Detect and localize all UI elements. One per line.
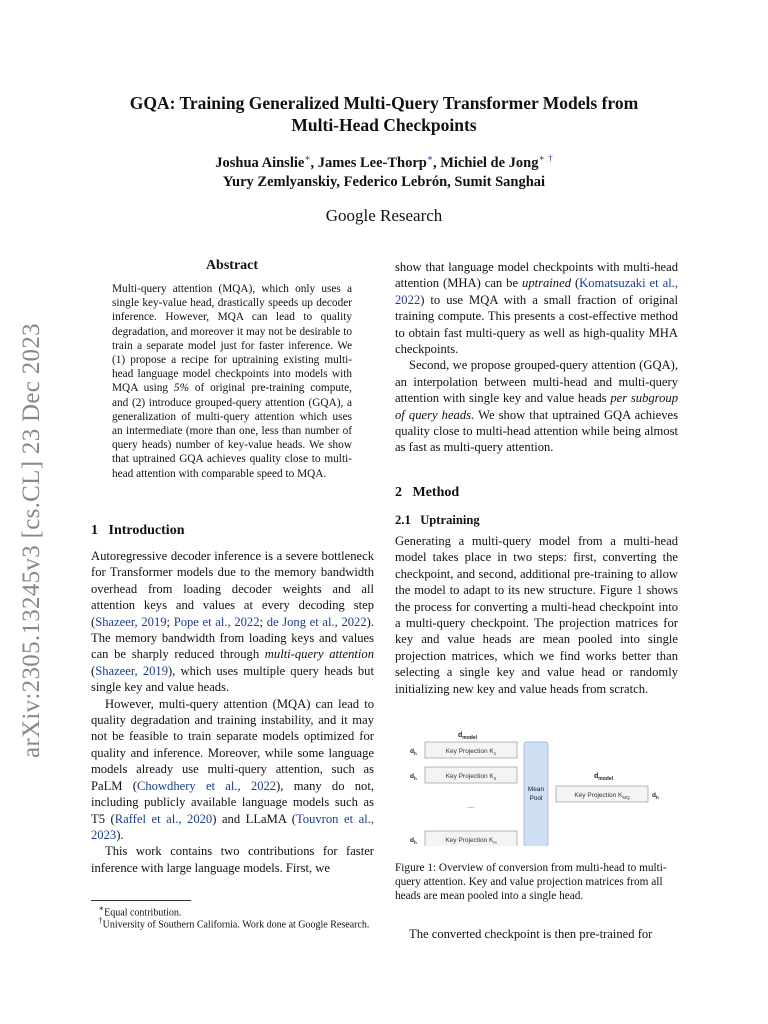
key-projection-k1 [410, 742, 517, 758]
text-run: ), many do not, including publicly available language models such as T5 ( [91, 778, 375, 826]
text-run: ). [116, 827, 124, 842]
section-number: 2 [395, 485, 402, 500]
mean-pool-block [524, 742, 548, 846]
usc-mark[interactable]: † [548, 153, 553, 163]
abstract-part: of original pre-training compute, and (2) introduce grouped-query attention (GQA), a generalization of multi-query attention which uses an intermediate (more than one, less than number of query heads) number of key-value heads. We show that uptrained GQA achieves quality close to multi-head attention with comparable speed to MQA. [112, 382, 352, 480]
equal-contrib-mark[interactable]: ∗ [304, 153, 311, 163]
intro-paragraph-3: This work contains two contributions for faster inference with large language models. First, we [91, 844, 374, 875]
abstract-part: Multi-query attention (MQA), which only uses a single key-value head, drastically speeds up decoder inference. However, MQA can lead to quality degradation, and moreover it may not be desirable to train a separate model just for faster inference. We (1) propose a recipe for uptraining existing multi-head language model checkpoints into models with MQA using [112, 283, 352, 395]
citation-link[interactable]: Touvron et al., 2023 [91, 811, 374, 842]
uptraining-heading [395, 512, 678, 528]
text-run: ). The memory bandwidth from loading keys and values can be sharply reduced through [91, 614, 374, 662]
author-sanghai: Sumit Sanghai [454, 173, 546, 190]
contrib-paragraph-2 [395, 357, 678, 455]
emphasis: multi-query attention [264, 647, 374, 662]
footnote-text: University of Southern California. Work done at Google Research. [102, 919, 370, 931]
method-heading [395, 485, 678, 501]
author-line-1: Joshua Ainslie∗, James Lee-Thorp∗, Michiel de Jong∗ † [215, 153, 553, 171]
author-de-jong: Michiel de Jong [440, 154, 539, 171]
svg-text:Key Projection K2: Key Projection $K_2$ [445, 773, 497, 781]
ellipsis: .... [467, 803, 475, 810]
author-ainslie: Joshua Ainslie [215, 154, 305, 171]
pretrain-paragraph: The converted checkpoint is then pre-trained for [409, 927, 653, 941]
key-projection-kmq [556, 786, 659, 802]
d-model-label-right: $d_{model}$ [594, 773, 614, 782]
right-column-top [395, 259, 678, 456]
subsection-title: Uptraining [420, 513, 480, 527]
text-run: ; [259, 614, 267, 629]
text-run: show that language model checkpoints with multi-head attention (MHA) can be [395, 260, 678, 291]
abstract-percent: 5% [173, 382, 189, 395]
text-run: ), which uses multiple query heads but single key and value heads. [91, 663, 374, 695]
contrib-paragraph-1 [395, 259, 678, 357]
author-zemlyanskiy: Yury Zemlyanskiy [222, 173, 337, 190]
intro-paragraph-2 [91, 696, 374, 844]
title-line-2: Multi-Head Checkpoints [291, 115, 477, 135]
abstract-text [112, 282, 352, 481]
citation-link[interactable]: Shazeer, 2019 [95, 614, 167, 629]
svg-text:Key Projection K1: Key Projection $K_1$ [445, 748, 497, 756]
equal-contrib-mark[interactable]: ∗ [426, 153, 433, 163]
svg-text:Key Projection KMQ: Key Projection $K_{MQ}$ [574, 792, 630, 800]
arxiv-stamp [14, 318, 46, 758]
author-line-2: Yury Zemlyanskiy, Federico Lebrón, Sumit Sanghai [222, 173, 546, 190]
citation-link[interactable]: Komatsuzaki et al., 2022 [395, 276, 678, 307]
citation-link[interactable]: Shazeer, 2019 [95, 663, 169, 678]
figure-ref-link[interactable]: 1 [636, 583, 643, 598]
footnote-rule [91, 900, 191, 901]
footnote-mark: † [98, 916, 103, 925]
section-title: Introduction [108, 523, 185, 538]
affiliation: Google Research [325, 206, 443, 225]
intro-paragraph-1 [91, 548, 374, 696]
svg-text:dh: $d_h$ [410, 748, 417, 756]
text-run: shows the process for converting a multi-head checkpoint into a multi-query checkpoint. The projection matrices for key and value heads are mean pooled into single projection matrices, which we find works better than selecting a single key and value head or randomly initializing new key and value heads from scratch. [395, 583, 678, 696]
intro-body [91, 548, 374, 876]
figure-1-diagram [398, 728, 676, 846]
emphasis: uptrained [522, 276, 571, 291]
text-run: However, multi-query attention (MQA) can lead to quality degradation and training instability, and it may not be feasible to train separate models optimized for quality and inference. Moreover, while some language models already use multi-query attention, such as PaLM ( [91, 696, 374, 793]
text-run: ) to use MQA with a small fraction of original training compute. This presents a cost-effective method to obtain fast multi-query as well as high-quality MHA checkpoints. [395, 292, 678, 357]
intro-heading [91, 523, 374, 539]
paper-title [80, 92, 688, 136]
key-projection-k2 [410, 767, 517, 783]
footnote-2 [91, 915, 374, 932]
author-lebron: Federico Lebrón [343, 173, 448, 190]
svg-text:dh: $d_h$ [410, 837, 417, 845]
text-run: . We show that uptrained GQA achieves quality close to multi-head attention while being almost as fast as multi-query attention. [395, 407, 678, 455]
text-run: ) and LLaMA ( [212, 811, 296, 826]
uptraining-paragraph [395, 533, 678, 697]
section-number: 1 [91, 523, 98, 538]
citation-link[interactable]: de Jong et al., 2022 [266, 614, 367, 629]
citation-link[interactable]: Chowdhery et al., 2022 [136, 778, 277, 793]
figure-1-caption: Figure 1: Overview of conversion from multi-head to multi-query attention. Key and value projection matrices from all heads are mean pooled into a single head. [395, 862, 667, 903]
equal-contrib-mark[interactable]: ∗ [538, 153, 545, 163]
section-title: Method [412, 485, 460, 500]
uptraining-body [395, 533, 678, 697]
author-list [80, 149, 688, 192]
footnote-text: Equal contribution. [104, 907, 182, 919]
subsection-number: 2.1 [395, 513, 411, 527]
svg-text:dh: $d_h$ [410, 773, 417, 781]
svg-text:Pool: Pool [529, 795, 543, 802]
citation-link[interactable]: Raffel et al., 2020 [114, 811, 213, 826]
citation-link[interactable]: Pope et al., 2022 [173, 614, 260, 629]
author-lee-thorp: James Lee-Thorp [317, 154, 427, 171]
key-projection-kh [410, 831, 517, 846]
svg-text:Mean: Mean [527, 786, 545, 793]
text-run: ; [166, 614, 174, 629]
svg-text:Key Projection KH: Key Projection $K_H$ [445, 837, 497, 845]
text-run: ( [571, 276, 580, 291]
footnote-mark: ∗ [98, 904, 105, 913]
title-line-1: GQA: Training Generalized Multi-Query Transformer Models from [129, 93, 639, 113]
svg-text:dh: $d_h$ [652, 792, 659, 800]
text-run: Autoregressive decoder inference is a severe bottleneck for Transformer models due to the memory bandwidth overhead from loading decoder weights and all attention keys and values at every decoding step ( [91, 549, 374, 629]
right-column-bottom [395, 926, 678, 942]
text-run: ( [91, 663, 96, 678]
arxiv-stamp-text: arXiv:2305.13245v3 [cs.CL] 23 Dec 2023 [18, 323, 45, 758]
text-run: Generating a multi-query model from a multi-head model takes place in two steps: first, converting the checkpoint, and second, additional pre-training to allow the model to adapt to its new structure. Figure [395, 534, 678, 598]
text-run: Second, we propose grouped-query attention (GQA), an interpolation between multi-head and multi-query attention with single key and value heads [395, 358, 678, 406]
abstract-heading: Abstract [205, 258, 259, 273]
d-model-label-left: $d_{model}$ [458, 732, 478, 741]
emphasis: per subgroup of query heads [395, 391, 678, 422]
